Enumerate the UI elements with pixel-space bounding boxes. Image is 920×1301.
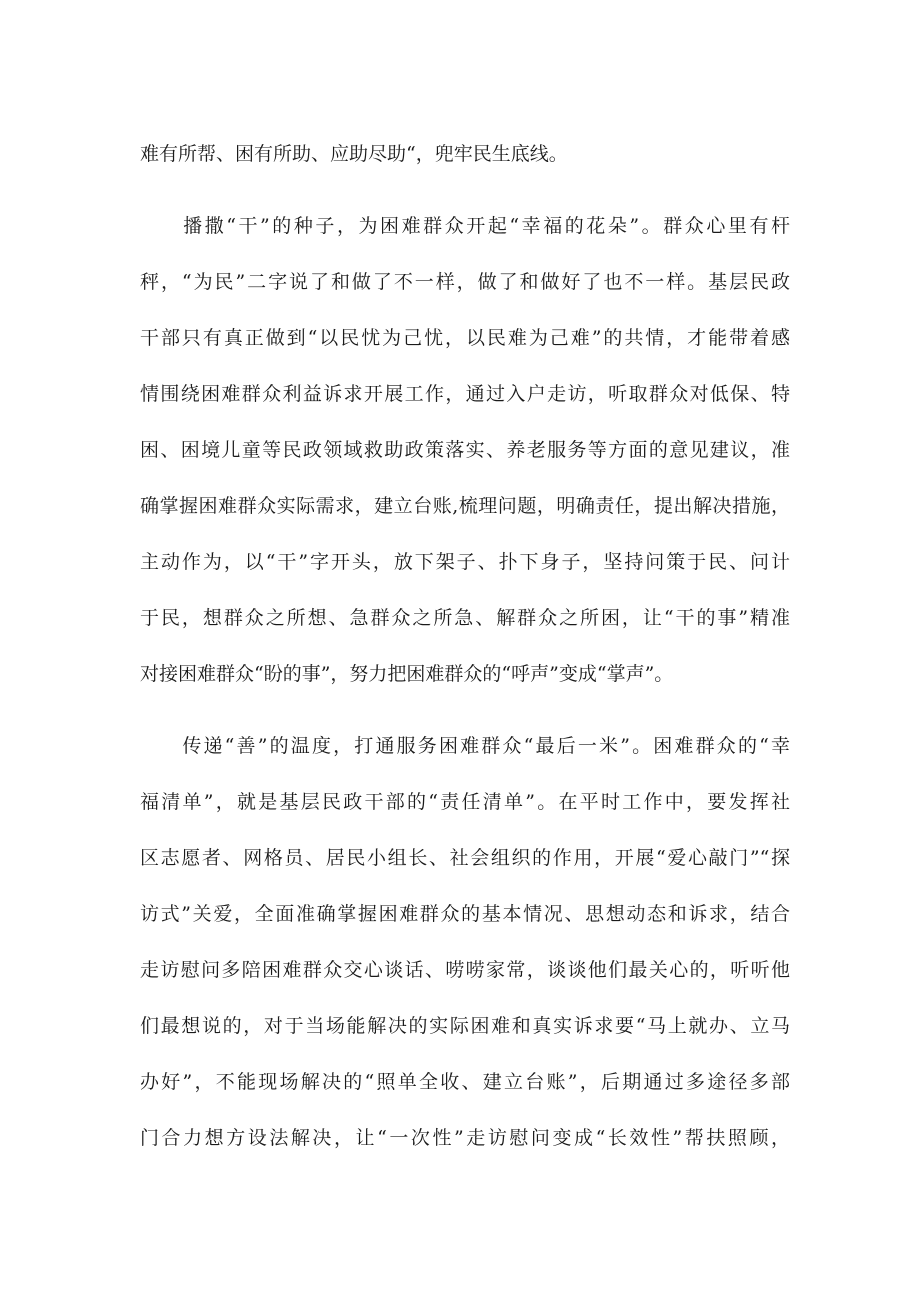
paragraph-2-line-2: 秤，“为民”二字说了和做了不一样，做了和做好了也不一样。基层民政 (140, 271, 790, 293)
paragraph-3-line-4: 访式”关爱，全面准确掌握困难群众的基本情况、思想动态和诉求，结合 (140, 903, 790, 925)
paragraph-2-line-7: 主动作为，以“干”字开头，放下架子、扑下身子，坚持问策于民、问计 (140, 551, 790, 573)
paragraph-3-line-8: 门合力想方设法解决，让“一次性”走访慰问变成“长效性”帮扶照顾， (140, 1127, 790, 1149)
paragraph-3-line-6: 们最想说的，对于当场能解决的实际困难和真实诉求要“马上就办、立马 (140, 1015, 790, 1037)
paragraph-2-line-1: 播撒“干”的种子，为困难群众开起“幸福的花朵”。群众心里有杆 (140, 215, 790, 237)
paragraph-2-line-5: 困、困境儿童等民政领域救助政策落实、养老服务等方面的意见建议，准 (140, 439, 790, 461)
paragraph-2-line-4: 情围绕困难群众利益诉求开展工作，通过入户走访，听取群众对低保、特 (140, 383, 790, 405)
paragraph-3-line-7: 办好”，不能现场解决的“照单全收、建立台账”，后期通过多途径多部 (140, 1071, 790, 1093)
paragraph-2-line-6: 确掌握困难群众实际需求，建立台账,梳理问题，明确责任，提出解决措施， (140, 495, 790, 517)
paragraph-2-line-8: 于民，想群众之所想、急群众之所急、解群众之所困，让“干的事”精准 (140, 607, 790, 629)
paragraph-1-line-1: 难有所帮、困有所助、应助尽助“，兜牢民生底线。 (140, 143, 568, 165)
paragraph-2-line-9: 对接困难群众“盼的事”，努力把困难群众的“呼声”变成“掌声”。 (140, 663, 674, 685)
paragraph-3-line-1: 传递“善”的温度，打通服务困难群众“最后一米”。困难群众的“幸 (140, 735, 790, 757)
paragraph-3-line-2: 福清单”，就是基层民政干部的“责任清单”。在平时工作中，要发挥社 (140, 791, 790, 813)
paragraph-3-line-5: 走访慰问多陪困难群众交心谈话、唠唠家常，谈谈他们最关心的，听听他 (140, 959, 790, 981)
paragraph-2-line-3: 干部只有真正做到“以民忧为己忧，以民难为己难”的共情，才能带着感 (140, 327, 790, 349)
paragraph-3-line-3: 区志愿者、网格员、居民小组长、社会组织的作用，开展“爱心敲门”“探 (140, 847, 790, 869)
